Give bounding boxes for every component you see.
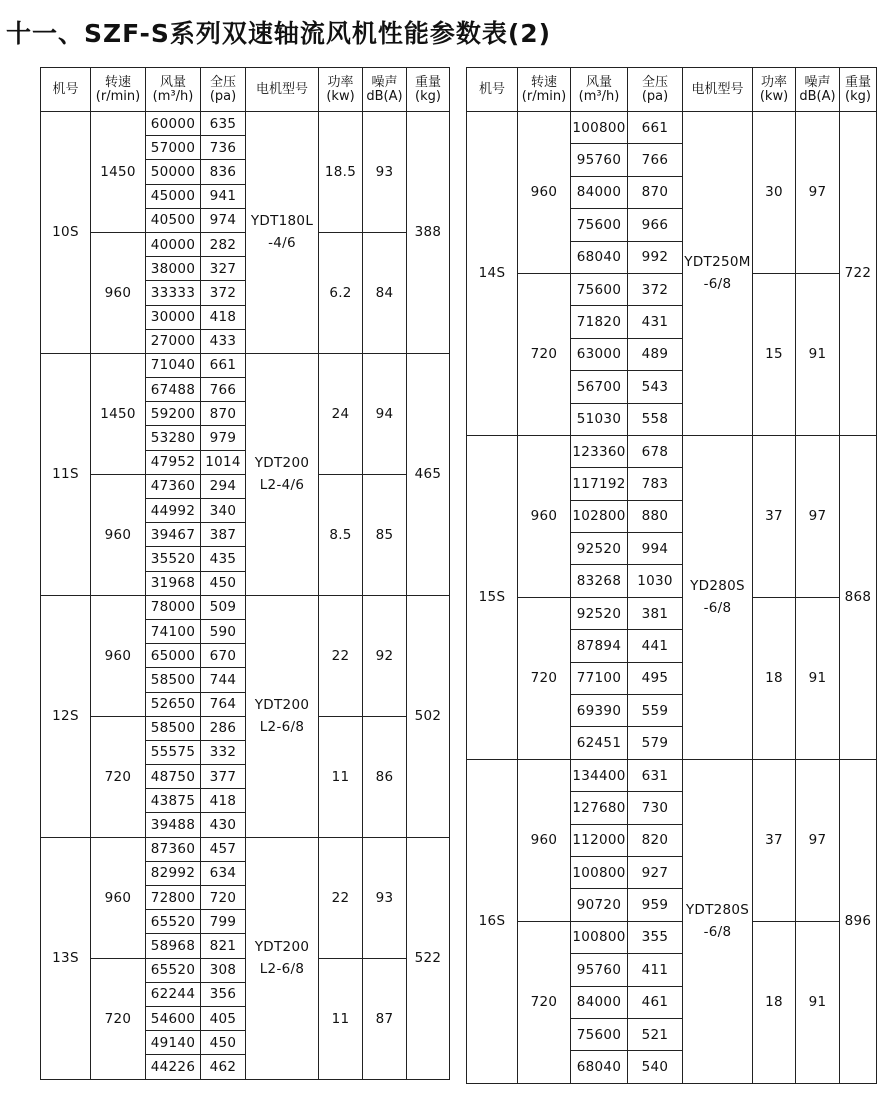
speed-cell: 1450 xyxy=(91,353,146,474)
weight-cell: 502 xyxy=(407,595,450,837)
noise-cell: 86 xyxy=(363,716,407,837)
pressure-cell: 381 xyxy=(628,597,683,629)
table-row xyxy=(467,273,877,305)
pressure-cell: 579 xyxy=(628,727,683,759)
pressure-cell: 405 xyxy=(201,1006,246,1030)
airflow-cell: 40000 xyxy=(146,232,201,256)
power-cell: 15 xyxy=(753,273,796,435)
airflow-cell: 112000 xyxy=(571,824,628,856)
power-cell: 18 xyxy=(753,597,796,759)
pressure-cell: 870 xyxy=(628,176,683,208)
power-cell: 8.5 xyxy=(319,474,363,595)
table-body xyxy=(467,112,877,1084)
pressure-cell: 730 xyxy=(628,792,683,824)
speed-cell: 960 xyxy=(91,232,146,353)
pressure-cell: 450 xyxy=(201,571,246,595)
power-cell: 18.5 xyxy=(319,112,363,233)
speed-cell: 720 xyxy=(518,921,571,1083)
pressure-cell: 431 xyxy=(628,306,683,338)
weight-cell: 868 xyxy=(840,435,877,759)
pressure-cell: 661 xyxy=(628,112,683,144)
pressure-cell: 521 xyxy=(628,1018,683,1050)
pressure-cell: 441 xyxy=(628,630,683,662)
pressure-cell: 294 xyxy=(201,474,246,498)
airflow-cell: 95760 xyxy=(571,144,628,176)
table-row xyxy=(467,597,877,629)
airflow-cell: 83268 xyxy=(571,565,628,597)
pressure-cell: 994 xyxy=(628,533,683,565)
airflow-cell: 90720 xyxy=(571,889,628,921)
airflow-cell: 68040 xyxy=(571,1051,628,1083)
motor-model-cell: YDT200 L2-4/6 xyxy=(246,353,319,595)
pressure-cell: 974 xyxy=(201,208,246,232)
pressure-cell: 433 xyxy=(201,329,246,353)
airflow-cell: 100800 xyxy=(571,856,628,888)
weight-cell: 522 xyxy=(407,837,450,1079)
airflow-cell: 54600 xyxy=(146,1006,201,1030)
pressure-cell: 880 xyxy=(628,500,683,532)
airflow-cell: 63000 xyxy=(571,338,628,370)
pressure-cell: 836 xyxy=(201,160,246,184)
airflow-cell: 100800 xyxy=(571,921,628,953)
header-airflow: 风量 (m³/h) xyxy=(146,68,201,112)
airflow-cell: 77100 xyxy=(571,662,628,694)
speed-cell: 960 xyxy=(91,595,146,716)
airflow-cell: 62451 xyxy=(571,727,628,759)
pressure-cell: 992 xyxy=(628,241,683,273)
airflow-cell: 31968 xyxy=(146,571,201,595)
performance-table-right xyxy=(466,67,877,1084)
pressure-cell: 927 xyxy=(628,856,683,888)
header-model: 机号 xyxy=(41,68,91,112)
airflow-cell: 84000 xyxy=(571,986,628,1018)
airflow-cell: 102800 xyxy=(571,500,628,532)
airflow-cell: 65520 xyxy=(146,958,201,982)
airflow-cell: 68040 xyxy=(571,241,628,273)
motor-model-cell: YDT180L -4/6 xyxy=(246,112,319,354)
fan-model-cell: 14S xyxy=(467,112,518,436)
weight-cell: 722 xyxy=(840,112,877,436)
noise-cell: 87 xyxy=(363,958,407,1079)
pressure-cell: 870 xyxy=(201,402,246,426)
airflow-cell: 65520 xyxy=(146,910,201,934)
table-row xyxy=(467,112,877,144)
motor-model-cell: YDT200 L2-6/8 xyxy=(246,837,319,1079)
header-pressure: 全压 (pa) xyxy=(201,68,246,112)
pressure-cell: 418 xyxy=(201,789,246,813)
pressure-cell: 966 xyxy=(628,209,683,241)
fan-model-cell: 10S xyxy=(41,112,91,354)
airflow-cell: 58968 xyxy=(146,934,201,958)
weight-cell: 896 xyxy=(840,759,877,1083)
airflow-cell: 75600 xyxy=(571,1018,628,1050)
airflow-cell: 38000 xyxy=(146,257,201,281)
airflow-cell: 57000 xyxy=(146,136,201,160)
noise-cell: 93 xyxy=(363,837,407,958)
airflow-cell: 100800 xyxy=(571,112,628,144)
header-motor: 电机型号 xyxy=(683,68,753,112)
header-airflow: 风量 (m³/h) xyxy=(571,68,628,112)
airflow-cell: 44992 xyxy=(146,499,201,523)
header-row xyxy=(467,68,877,112)
pressure-cell: 387 xyxy=(201,523,246,547)
noise-cell: 97 xyxy=(796,435,840,597)
airflow-cell: 87360 xyxy=(146,837,201,861)
pressure-cell: 766 xyxy=(201,378,246,402)
airflow-cell: 50000 xyxy=(146,160,201,184)
power-cell: 30 xyxy=(753,112,796,274)
airflow-cell: 84000 xyxy=(571,176,628,208)
pressure-cell: 941 xyxy=(201,184,246,208)
fan-model-cell: 13S xyxy=(41,837,91,1079)
airflow-cell: 67488 xyxy=(146,378,201,402)
airflow-cell: 60000 xyxy=(146,112,201,136)
pressure-cell: 959 xyxy=(628,889,683,921)
speed-cell: 720 xyxy=(91,958,146,1079)
airflow-cell: 33333 xyxy=(146,281,201,305)
table-row xyxy=(41,112,450,136)
pressure-cell: 509 xyxy=(201,595,246,619)
airflow-cell: 59200 xyxy=(146,402,201,426)
pressure-cell: 821 xyxy=(201,934,246,958)
airflow-cell: 92520 xyxy=(571,533,628,565)
fan-model-cell: 12S xyxy=(41,595,91,837)
weight-cell: 388 xyxy=(407,112,450,354)
header-model: 机号 xyxy=(467,68,518,112)
pressure-cell: 308 xyxy=(201,958,246,982)
airflow-cell: 78000 xyxy=(146,595,201,619)
speed-cell: 960 xyxy=(91,474,146,595)
airflow-cell: 123360 xyxy=(571,435,628,467)
speed-cell: 720 xyxy=(91,716,146,837)
noise-cell: 92 xyxy=(363,595,407,716)
pressure-cell: 799 xyxy=(201,910,246,934)
pressure-cell: 559 xyxy=(628,695,683,727)
pressure-cell: 736 xyxy=(201,136,246,160)
airflow-cell: 75600 xyxy=(571,209,628,241)
pressure-cell: 540 xyxy=(628,1051,683,1083)
header-weight: 重量 (kg) xyxy=(840,68,877,112)
power-cell: 22 xyxy=(319,595,363,716)
noise-cell: 84 xyxy=(363,232,407,353)
pressure-cell: 340 xyxy=(201,499,246,523)
noise-cell: 91 xyxy=(796,273,840,435)
power-cell: 11 xyxy=(319,958,363,1079)
noise-cell: 91 xyxy=(796,921,840,1083)
pressure-cell: 332 xyxy=(201,740,246,764)
airflow-cell: 117192 xyxy=(571,468,628,500)
pressure-cell: 327 xyxy=(201,257,246,281)
speed-cell: 960 xyxy=(518,759,571,921)
header-power: 功率 (kw) xyxy=(753,68,796,112)
pressure-cell: 558 xyxy=(628,403,683,435)
airflow-cell: 58500 xyxy=(146,668,201,692)
airflow-cell: 134400 xyxy=(571,759,628,791)
airflow-cell: 75600 xyxy=(571,273,628,305)
header-weight: 重量 (kg) xyxy=(407,68,450,112)
header-pressure: 全压 (pa) xyxy=(628,68,683,112)
airflow-cell: 95760 xyxy=(571,954,628,986)
airflow-cell: 87894 xyxy=(571,630,628,662)
table-row xyxy=(467,759,877,791)
pressure-cell: 635 xyxy=(201,112,246,136)
airflow-cell: 58500 xyxy=(146,716,201,740)
pressure-cell: 461 xyxy=(628,986,683,1018)
pressure-cell: 820 xyxy=(628,824,683,856)
pressure-cell: 462 xyxy=(201,1055,246,1079)
airflow-cell: 65000 xyxy=(146,644,201,668)
power-cell: 22 xyxy=(319,837,363,958)
airflow-cell: 47952 xyxy=(146,450,201,474)
pressure-cell: 435 xyxy=(201,547,246,571)
fan-model-cell: 15S xyxy=(467,435,518,759)
pressure-cell: 372 xyxy=(628,273,683,305)
fan-model-cell: 11S xyxy=(41,353,91,595)
airflow-cell: 62244 xyxy=(146,982,201,1006)
fan-model-cell: 16S xyxy=(467,759,518,1083)
pressure-cell: 282 xyxy=(201,232,246,256)
pressure-cell: 489 xyxy=(628,338,683,370)
table-row xyxy=(467,435,877,467)
pressure-cell: 744 xyxy=(201,668,246,692)
airflow-cell: 48750 xyxy=(146,765,201,789)
table-row xyxy=(467,921,877,953)
motor-model-cell: YDT280S -6/8 xyxy=(683,759,753,1083)
airflow-cell: 45000 xyxy=(146,184,201,208)
pressure-cell: 543 xyxy=(628,371,683,403)
airflow-cell: 44226 xyxy=(146,1055,201,1079)
airflow-cell: 69390 xyxy=(571,695,628,727)
power-cell: 18 xyxy=(753,921,796,1083)
table-row xyxy=(41,837,450,861)
power-cell: 24 xyxy=(319,353,363,474)
pressure-cell: 495 xyxy=(628,662,683,694)
header-noise: 噪声 dB(A) xyxy=(796,68,840,112)
pressure-cell: 286 xyxy=(201,716,246,740)
header-speed: 转速 (r/min) xyxy=(518,68,571,112)
pressure-cell: 356 xyxy=(201,982,246,1006)
noise-cell: 94 xyxy=(363,353,407,474)
table-header xyxy=(467,68,877,112)
speed-cell: 960 xyxy=(518,112,571,274)
pressure-cell: 372 xyxy=(201,281,246,305)
table-row xyxy=(41,232,450,256)
pressure-cell: 590 xyxy=(201,619,246,643)
table-row xyxy=(41,353,450,377)
table-row xyxy=(41,595,450,619)
pressure-cell: 720 xyxy=(201,886,246,910)
pressure-cell: 670 xyxy=(201,644,246,668)
pressure-cell: 411 xyxy=(628,954,683,986)
noise-cell: 85 xyxy=(363,474,407,595)
table-header xyxy=(41,68,450,112)
airflow-cell: 39488 xyxy=(146,813,201,837)
motor-model-cell: YDT250M -6/8 xyxy=(683,112,753,436)
airflow-cell: 55575 xyxy=(146,740,201,764)
power-cell: 37 xyxy=(753,435,796,597)
airflow-cell: 52650 xyxy=(146,692,201,716)
power-cell: 37 xyxy=(753,759,796,921)
pressure-cell: 1030 xyxy=(628,565,683,597)
header-speed: 转速 (r/min) xyxy=(91,68,146,112)
airflow-cell: 30000 xyxy=(146,305,201,329)
pressure-cell: 764 xyxy=(201,692,246,716)
pressure-cell: 979 xyxy=(201,426,246,450)
airflow-cell: 39467 xyxy=(146,523,201,547)
noise-cell: 97 xyxy=(796,112,840,274)
speed-cell: 960 xyxy=(518,435,571,597)
noise-cell: 97 xyxy=(796,759,840,921)
power-cell: 11 xyxy=(319,716,363,837)
power-cell: 6.2 xyxy=(319,232,363,353)
header-motor: 电机型号 xyxy=(246,68,319,112)
airflow-cell: 74100 xyxy=(146,619,201,643)
pressure-cell: 418 xyxy=(201,305,246,329)
airflow-cell: 127680 xyxy=(571,792,628,824)
header-power: 功率 (kw) xyxy=(319,68,363,112)
pressure-cell: 783 xyxy=(628,468,683,500)
airflow-cell: 49140 xyxy=(146,1031,201,1055)
pressure-cell: 766 xyxy=(628,144,683,176)
motor-model-cell: YD280S -6/8 xyxy=(683,435,753,759)
airflow-cell: 71040 xyxy=(146,353,201,377)
motor-model-cell: YDT200 L2-6/8 xyxy=(246,595,319,837)
noise-cell: 91 xyxy=(796,597,840,759)
table-row xyxy=(41,958,450,982)
pressure-cell: 430 xyxy=(201,813,246,837)
airflow-cell: 27000 xyxy=(146,329,201,353)
airflow-cell: 92520 xyxy=(571,597,628,629)
pressure-cell: 634 xyxy=(201,861,246,885)
weight-cell: 465 xyxy=(407,353,450,595)
table-body xyxy=(41,112,450,1080)
airflow-cell: 53280 xyxy=(146,426,201,450)
speed-cell: 1450 xyxy=(91,112,146,233)
airflow-cell: 40500 xyxy=(146,208,201,232)
pressure-cell: 678 xyxy=(628,435,683,467)
header-noise: 噪声 dB(A) xyxy=(363,68,407,112)
airflow-cell: 56700 xyxy=(571,371,628,403)
airflow-cell: 51030 xyxy=(571,403,628,435)
table-row xyxy=(41,716,450,740)
performance-table-left xyxy=(40,67,450,1080)
airflow-cell: 43875 xyxy=(146,789,201,813)
airflow-cell: 47360 xyxy=(146,474,201,498)
speed-cell: 720 xyxy=(518,597,571,759)
noise-cell: 93 xyxy=(363,112,407,233)
pressure-cell: 355 xyxy=(628,921,683,953)
pressure-cell: 457 xyxy=(201,837,246,861)
pressure-cell: 1014 xyxy=(201,450,246,474)
pressure-cell: 450 xyxy=(201,1031,246,1055)
pressure-cell: 377 xyxy=(201,765,246,789)
airflow-cell: 72800 xyxy=(146,886,201,910)
airflow-cell: 71820 xyxy=(571,306,628,338)
pressure-cell: 631 xyxy=(628,759,683,791)
speed-cell: 960 xyxy=(91,837,146,958)
header-row xyxy=(41,68,450,112)
table-row xyxy=(41,474,450,498)
page-title: 十一、SZF-S系列双速轴流风机性能参数表(2) xyxy=(6,19,552,48)
airflow-cell: 82992 xyxy=(146,861,201,885)
speed-cell: 720 xyxy=(518,273,571,435)
airflow-cell: 35520 xyxy=(146,547,201,571)
pressure-cell: 661 xyxy=(201,353,246,377)
